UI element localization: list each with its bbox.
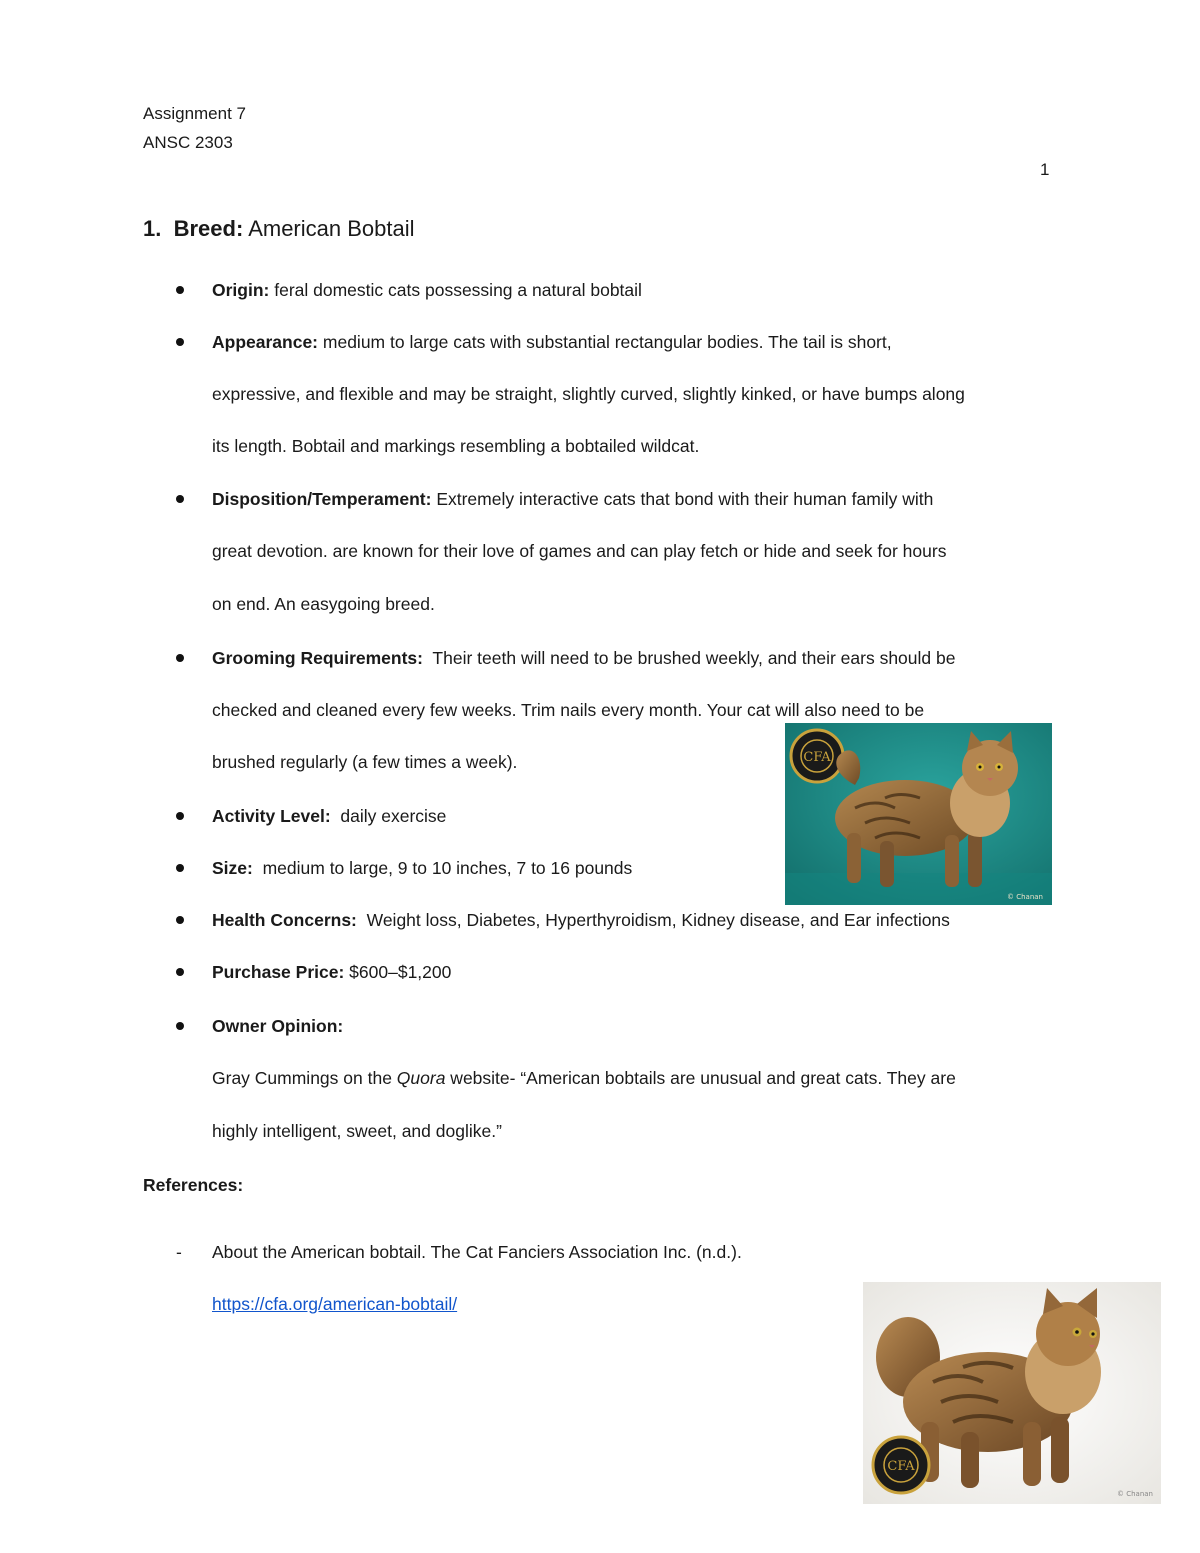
size-label: Size: bbox=[212, 858, 253, 878]
opinion-site: Quora bbox=[396, 1068, 446, 1088]
breed-number: 1. bbox=[143, 216, 162, 241]
origin-label: Origin: bbox=[212, 280, 270, 300]
opinion-quote bbox=[212, 1068, 956, 1089]
appearance-text: its length. Bobtail and markings resembling a bobtailed wildcat. bbox=[212, 436, 700, 456]
bullet-icon bbox=[176, 864, 184, 872]
reference-text: About the American bobtail. The Cat Fanciers Association Inc. (n.d.). bbox=[212, 1242, 742, 1262]
grooming-text: checked and cleaned every few weeks. Trim nails every month. Your cat will also need to be bbox=[212, 700, 925, 720]
appearance-text: medium to large cats with substantial rectangular bodies. The tail is short, bbox=[322, 332, 892, 352]
references-heading: References: bbox=[143, 1175, 244, 1195]
appearance-item bbox=[212, 332, 892, 353]
watermark-text: © Chanan bbox=[1006, 893, 1043, 901]
reference-link[interactable]: https://cfa.org/american-bobtail/ bbox=[212, 1294, 458, 1314]
health-item bbox=[212, 910, 950, 931]
breed-label: Breed: bbox=[173, 216, 244, 241]
watermark-text: © Chanan bbox=[1116, 1490, 1153, 1498]
bullet-icon bbox=[176, 968, 184, 976]
opinion-item bbox=[212, 1016, 343, 1037]
grooming-label: Grooming Requirements: bbox=[212, 648, 423, 668]
bullet-icon bbox=[176, 286, 184, 294]
origin-item bbox=[212, 280, 642, 301]
origin-text: feral domestic cats possessing a natural bobtail bbox=[274, 280, 642, 300]
breed-heading bbox=[143, 216, 415, 242]
breed-name: American Bobtail bbox=[248, 216, 415, 241]
bullet-icon bbox=[176, 338, 184, 346]
bullet-icon bbox=[176, 495, 184, 503]
health-label: Health Concerns: bbox=[212, 910, 357, 930]
cat-photo-teal-background bbox=[785, 723, 1052, 905]
health-text: Weight loss, Diabetes, Hyperthyroidism, Kidney disease, and Ear infections bbox=[366, 910, 950, 930]
price-text: $600–$1,200 bbox=[349, 962, 452, 982]
disposition-text: great devotion. are known for their love of games and can play fetch or hide and seek for hours bbox=[212, 541, 947, 561]
size-text: medium to large, 9 to 10 inches, 7 to 16 pounds bbox=[262, 858, 633, 878]
opinion-prefix: Gray Cummings on the bbox=[212, 1068, 397, 1088]
reference-dash: - bbox=[176, 1242, 182, 1262]
cat-photo-white-background bbox=[863, 1282, 1161, 1504]
grooming-text: Their teeth will need to be brushed weekly, and their ears should be bbox=[432, 648, 956, 668]
cat-image bbox=[785, 723, 1052, 905]
size-item bbox=[212, 858, 632, 879]
cat-image bbox=[863, 1282, 1161, 1504]
disposition-item bbox=[212, 489, 933, 510]
opinion-label: Owner Opinion: bbox=[212, 1016, 344, 1036]
appearance-label: Appearance: bbox=[212, 332, 319, 352]
svg-text:CFA: CFA bbox=[803, 750, 831, 765]
activity-label: Activity Level: bbox=[212, 806, 331, 826]
assignment-title: Assignment 7 bbox=[143, 104, 246, 123]
price-label: Purchase Price: bbox=[212, 962, 345, 982]
svg-text:CFA: CFA bbox=[887, 1459, 915, 1474]
grooming-item bbox=[212, 648, 955, 669]
page-number: 1 bbox=[1040, 160, 1050, 179]
bullet-icon bbox=[176, 812, 184, 820]
price-item bbox=[212, 962, 451, 983]
bullet-icon bbox=[176, 916, 184, 924]
opinion-quote-text: highly intelligent, sweet, and doglike.” bbox=[212, 1121, 502, 1141]
disposition-text: on end. An easygoing breed. bbox=[212, 594, 435, 614]
bullet-icon bbox=[176, 654, 184, 662]
opinion-quote-text: website- “American bobtails are unusual and great cats. They are bbox=[445, 1068, 956, 1088]
activity-text: daily exercise bbox=[340, 806, 447, 826]
bullet-icon bbox=[176, 1022, 184, 1030]
grooming-text: brushed regularly (a few times a week). bbox=[212, 752, 518, 772]
appearance-text: expressive, and flexible and may be straight, slightly curved, slightly kinked, or have bumps along bbox=[212, 384, 965, 404]
activity-item bbox=[212, 806, 446, 827]
disposition-text: Extremely interactive cats that bond with their human family with bbox=[436, 489, 934, 509]
course-code: ANSC 2303 bbox=[143, 133, 233, 152]
disposition-label: Disposition/Temperament: bbox=[212, 489, 432, 509]
